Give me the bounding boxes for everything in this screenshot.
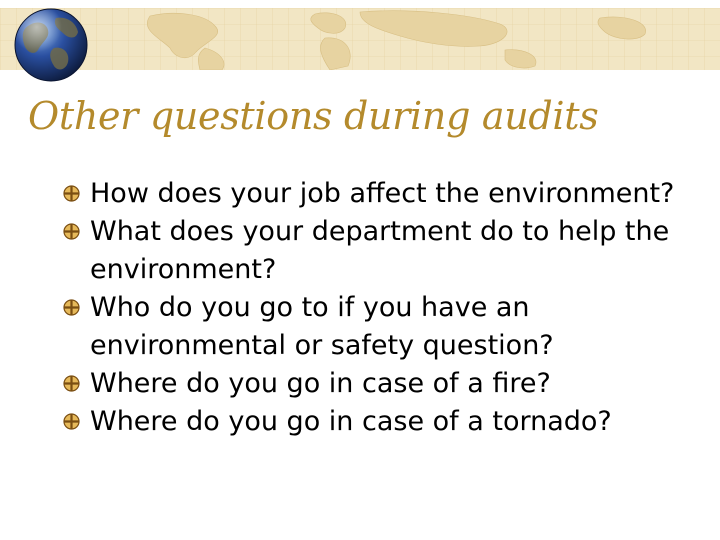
bullet-item [62, 175, 682, 213]
bullet-item [62, 213, 682, 289]
bullet-text: Where do you go in case of a tornado? [90, 406, 612, 437]
bullet-item [62, 289, 682, 365]
bullet-text: Where do you go in case of a fire? [90, 368, 551, 399]
compass-bullet-icon [63, 375, 80, 392]
compass-bullet-icon [63, 413, 80, 430]
compass-bullet-icon [63, 299, 80, 316]
bullet-list [62, 175, 682, 441]
globe-icon [10, 4, 92, 86]
bullet-text: What does your department do to help the environment? [90, 216, 670, 285]
bullet-item [62, 365, 682, 403]
compass-bullet-icon [63, 223, 80, 240]
bullet-item [62, 403, 682, 441]
slide-title: Other questions during audits [28, 94, 599, 138]
world-map-banner [0, 8, 720, 70]
compass-bullet-icon [63, 185, 80, 202]
bullet-text: How does your job affect the environment? [90, 178, 675, 209]
bullet-text: Who do you go to if you have an environmental or safety question? [90, 292, 554, 361]
